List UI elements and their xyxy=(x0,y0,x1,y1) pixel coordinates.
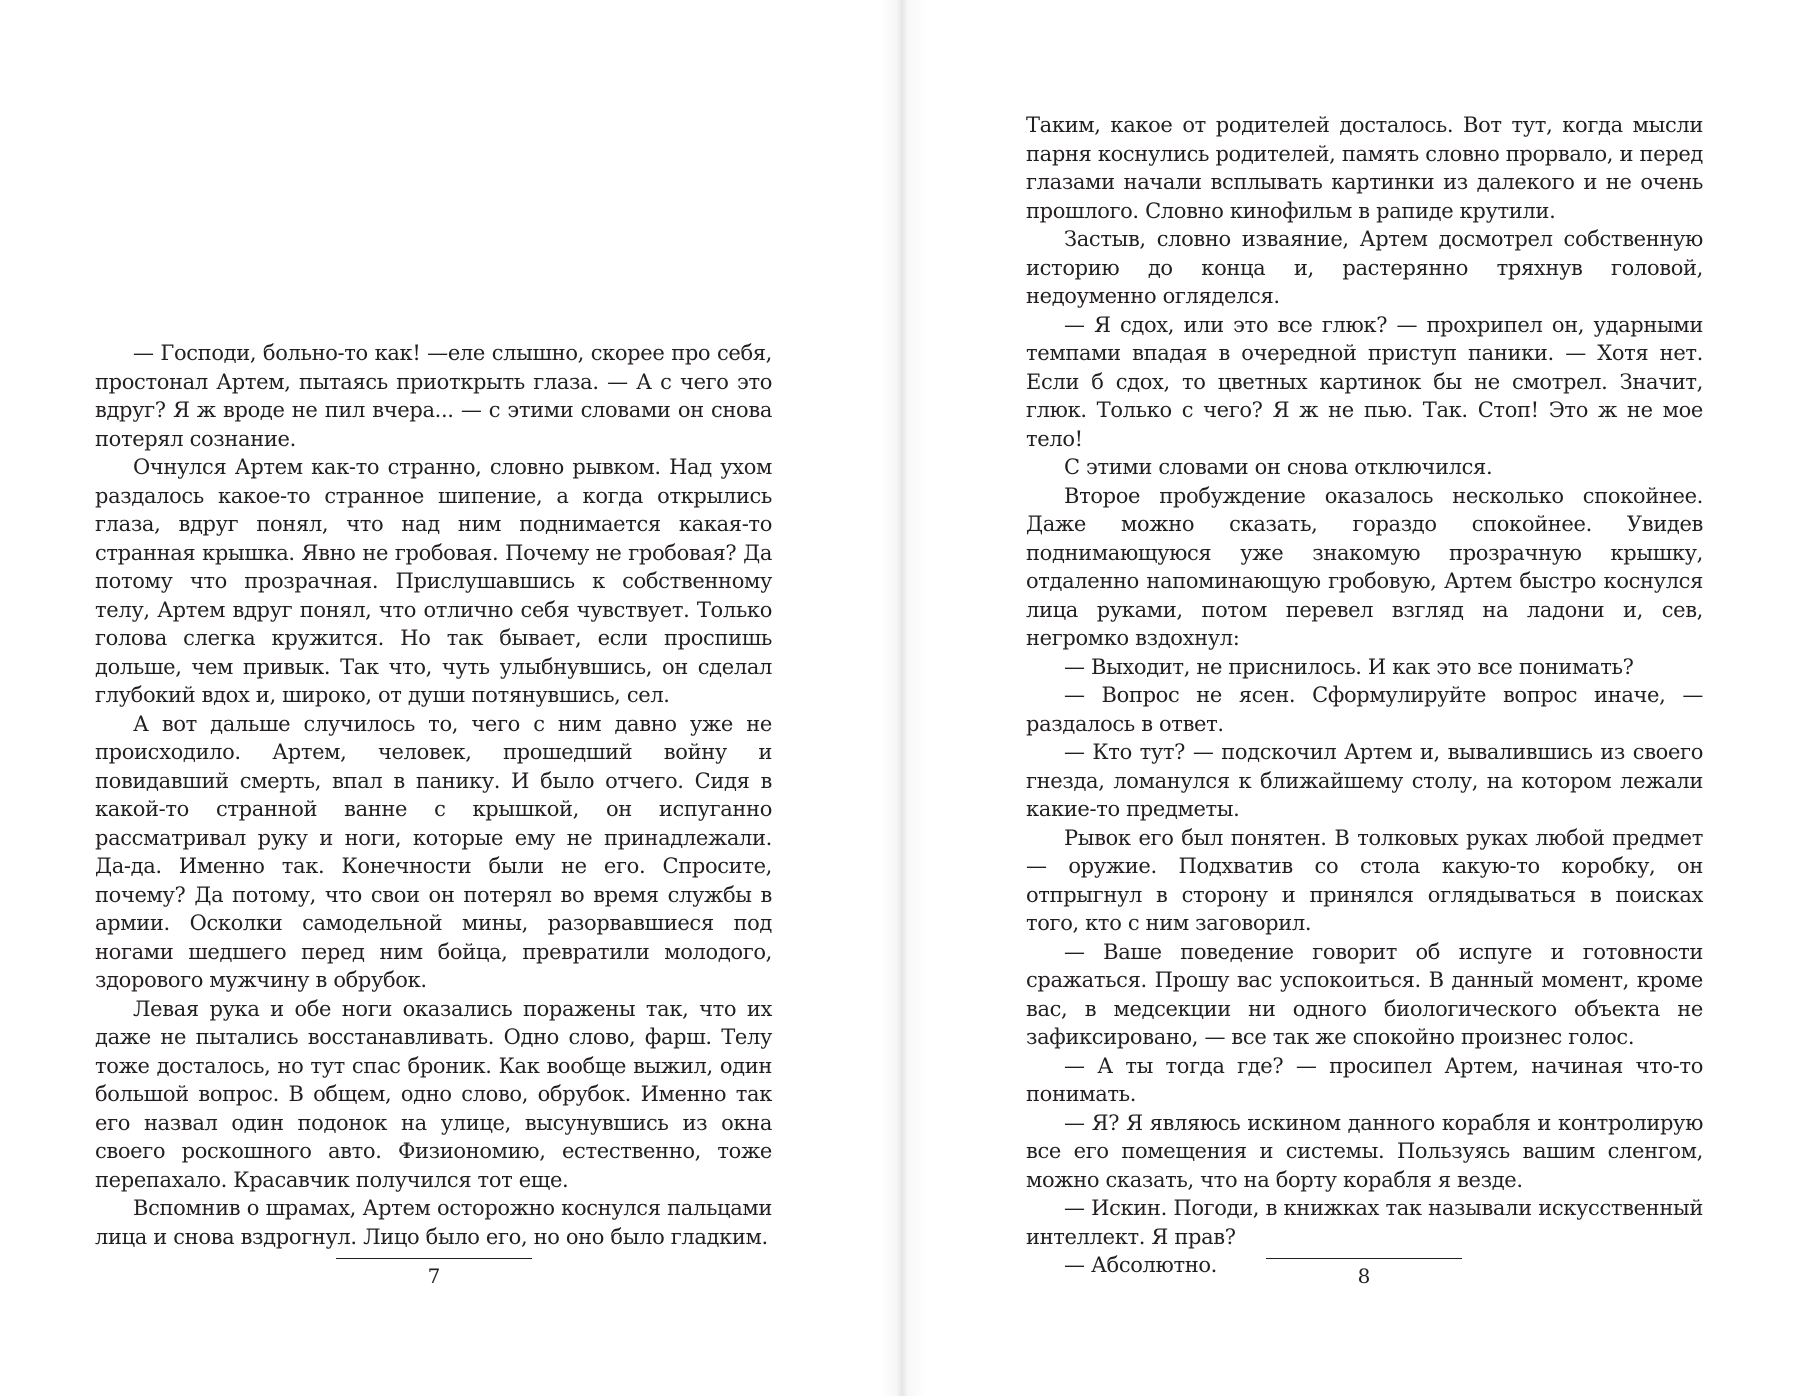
paragraph: — Искин. Погоди, в книжках так называли искусственный интеллект. Я прав? xyxy=(1026,1196,1703,1249)
paragraph: — Ваше поведение говорит об испуге и готовности сражаться. Прошу вас успокоиться. В данный момент, кроме вас, в медсекции ни одного биологического объекта не зафиксировано, — все так же спокойно произнес голос. xyxy=(1026,939,1703,1049)
paragraph: — А ты тогда где? — просипел Артем, начиная что-то понимать. xyxy=(1026,1053,1703,1106)
paragraph: Застыв, словно изваяние, Артем досмотрел собственную историю до конца и, растерянно тряхнув головой, недоуменно огляделся. xyxy=(1026,227,1703,308)
paragraph: Таким, какое от родителей досталось. Вот тут, когда мысли парня коснулись родителей, память словно прорвало, и перед глазами начали всплывать картинки из далекого и не очень прошлого. Словно кинофильм в рапиде крутили. xyxy=(1026,113,1703,223)
right-page-text xyxy=(1026,111,1703,1280)
paragraph: Вспомнив о шрамах, Артем осторожно коснулся пальцами лица и снова вздрогнул. Лицо было его, но оно было гладким. xyxy=(95,1196,772,1249)
paragraph: — Кто тут? — подскочил Артем и, вывалившись из своего гнезда, ломанулся к ближайшему столу, на котором лежали какие-то предметы. xyxy=(1026,740,1703,821)
paragraph: А вот дальше случилось то, чего с ним давно уже не происходило. Артем, человек, прошедший войну и повидавший смерть, впал в панику. И было отчего. Сидя в какой-то странной ванне с крышкой, он испуганно рассматривал руку и ноги, которые ему не принадлежали. Да-да. Именно так. Конечности были не его. Спросите, почему? Да потому, что свои он потерял во время службы в армии. Осколки самодельной мины, разорвавшиеся под ногами шедшего перед ним бойца, превратили молодого, здорового мужчину в обрубок. xyxy=(95,711,772,992)
page-number: 7 xyxy=(336,1258,532,1286)
paragraph: — Вопрос не ясен. Сформулируйте вопрос иначе, — раздалось в ответ. xyxy=(1026,683,1703,736)
page-number: 8 xyxy=(1266,1258,1462,1286)
paragraph: Рывок его был понятен. В толковых руках любой предмет — оружие. Подхватив со стола какую-то коробку, он отпрыгнул в сторону и принялся оглядываться в поисках того, кто с ним заговорил. xyxy=(1026,825,1703,935)
paragraph: — Господи, больно-то как! —еле слышно, скорее про себя, простонал Артем, пытаясь приоткрыть глаза. — А с чего это вдруг? Я ж вроде не пил вчера... — с этими словами он снова потерял сознание. xyxy=(95,341,772,451)
paragraph: — Абсолютно. xyxy=(1064,1253,1217,1277)
paragraph: — Я сдох, или это все глюк? — прохрипел он, ударными темпами впадая в очередной приступ паники. — Хотя нет. Если б сдох, то цветных картинок бы не смотрел. Значит, глюк. Только с чего? Я ж не пью. Так. Стоп! Это ж не мое тело! xyxy=(1026,312,1703,451)
paragraph: — Я? Я являюсь искином данного корабля и контролирую все его помещения и системы. Пользуясь вашим сленгом, можно сказать, что на борту корабля я везде. xyxy=(1026,1110,1703,1192)
paragraph: Второе пробуждение оказалось несколько спокойнее. Даже можно сказать, гораздо спокойнее. Увидев поднимающуюся уже знакомую прозрачную крышку, отдаленно напоминающую гробовую, Артем быстро коснулся лица руками, потом перевел взгляд на ладони и, сев, негромко вздохнул: xyxy=(1026,483,1703,650)
paragraph: С этими словами он снова отключился. xyxy=(1064,455,1493,479)
right-page xyxy=(898,0,1796,1396)
left-page-text xyxy=(95,339,772,1251)
paragraph: Очнулся Артем как-то странно, словно рывком. Над ухом раздалось какое-то странное шипение, а когда открылись глаза, вдруг понял, что над ним поднимается какая-то странная крышка. Явно не гробовая. Почему не гробовая? Да потому что прозрачная. Прислушавшись к собственному телу, Артем вдруг понял, что отлично себя чувствует. Только голова слегка кружится. Но так бывает, если проспишь дольше, чем привык. Так что, чуть улыбнувшись, он сделал глубокий вдох и, широко, от души потянувшись, сел. xyxy=(95,455,772,707)
paragraph: — Выходит, не приснилось. И как это все понимать? xyxy=(1064,654,1634,679)
paragraph: Левая рука и обе ноги оказались поражены так, что их даже не пытались восстанавливать. Одно слово, фарш. Телу тоже досталось, но тут спас броник. Как вообще выжил, один большой вопрос. В общем, одно слово, обрубок. Именно так его назвал один подонок на улице, высунувшись из окна своего роскошного авто. Физиономию, естественно, тоже перепахало. Красавчик получился тот еще. xyxy=(95,996,772,1192)
